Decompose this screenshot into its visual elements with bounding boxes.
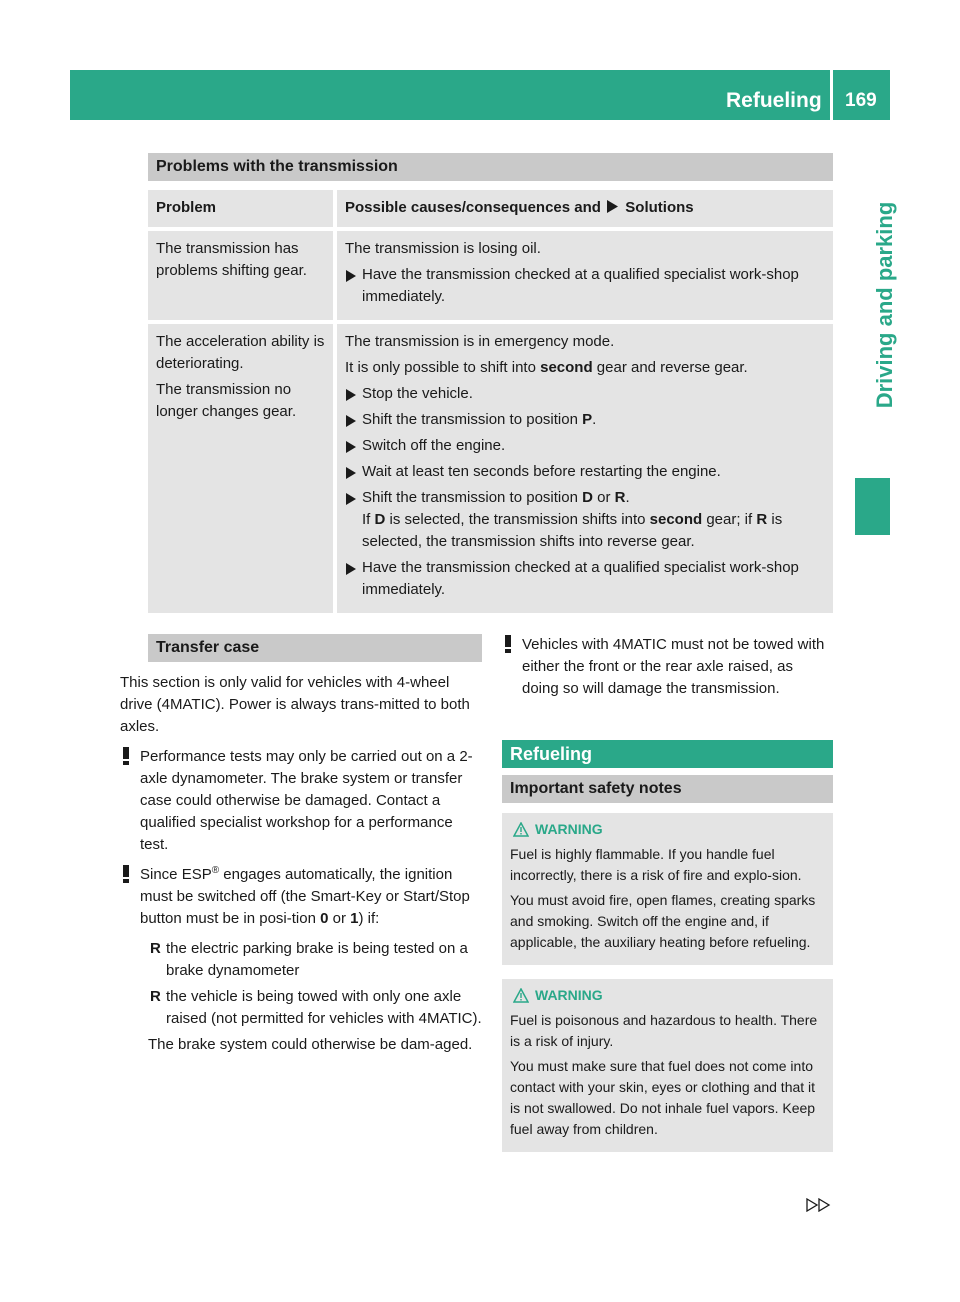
warning-triangle-icon bbox=[513, 988, 529, 1003]
transmission-table bbox=[148, 190, 833, 617]
solution-cell: The transmission is in emergency mode. It is only possible to shift into second gear and reverse gear. Stop the vehicle. Shift the transmission to position P. Switch off the engine. Wait at least ten seconds before restarting the engine. Shift the transmission to position D or R. If D is selected, the transmission shifts into second gear; if R is selected, the transmission shifts into reverse gear. Have the transmission checked at a qualified specialist work-shop immediately. bbox=[337, 324, 833, 613]
chapter-title: Refueling bbox=[726, 89, 822, 112]
problem-cell: The acceleration ability is deteriorating. The transmission no longer changes gear. bbox=[148, 324, 333, 613]
transfer-case-section bbox=[120, 634, 482, 1056]
exclamation-icon bbox=[120, 747, 132, 765]
warning-label: WARNING bbox=[535, 821, 603, 837]
continue-arrows-icon bbox=[806, 1198, 832, 1212]
table-row bbox=[148, 231, 833, 320]
side-tab-label: Driving and parking bbox=[872, 201, 897, 409]
solution-step: Have the transmission checked at a qualified specialist work-shop immediately. bbox=[345, 557, 825, 601]
section-title-transfer-case: Transfer case bbox=[148, 634, 482, 662]
solution-step: Wait at least ten seconds before restarting the engine. bbox=[345, 461, 825, 483]
transfer-case-outro: The brake system could otherwise be dam-aged. bbox=[148, 1036, 473, 1053]
caution-note: Vehicles with 4MATIC must not be towed with either the front or the rear axle raised, as doing so will damage the transmission. bbox=[502, 634, 833, 700]
solution-step: Stop the vehicle. bbox=[345, 383, 825, 405]
warning-box: WARNING Fuel is highly flammable. If you handle fuel incorrectly, there is a risk of fire and explo-sion. You must avoid fire, open flames, creating sparks and smoking. Switch off the engine and, if applicable, the auxiliary heating before refueling. bbox=[502, 813, 833, 965]
solution-cell: The transmission is losing oil. Have the transmission checked at a qualified specialist work-shop immediately. bbox=[337, 231, 833, 320]
list-item: R the electric parking brake is being tested on a brake dynamometer bbox=[150, 940, 468, 979]
section-title-transmission: Problems with the transmission bbox=[148, 153, 833, 181]
refueling-section bbox=[502, 634, 833, 1166]
side-tab bbox=[870, 140, 900, 470]
solution-step: Switch off the engine. bbox=[345, 435, 825, 457]
section-title-refueling: Refueling bbox=[502, 740, 833, 768]
warning-triangle-icon bbox=[513, 822, 529, 837]
header-divider bbox=[830, 70, 833, 120]
exclamation-icon bbox=[120, 865, 132, 883]
warning-label: WARNING bbox=[535, 987, 603, 1003]
column-header-solutions: Possible causes/consequences and Solutions bbox=[337, 190, 833, 227]
solution-arrow-icon bbox=[607, 200, 619, 213]
table-row bbox=[148, 324, 833, 613]
solution-step: Have the transmission checked at a qualified specialist work-shop immediately. bbox=[345, 264, 825, 308]
caution-note: Since ESP® engages automatically, the ignition must be switched off (the Smart-Key or Start/Stop button must be in posi-tion 0 or 1) if: bbox=[120, 864, 482, 930]
page-number: 169 bbox=[845, 90, 877, 111]
problem-cell: The transmission has problems shifting gear. bbox=[148, 231, 333, 320]
bullet-marker: R bbox=[150, 988, 161, 1005]
solution-step: Shift the transmission to position P. bbox=[345, 409, 825, 431]
table-header-row bbox=[148, 190, 833, 227]
column-header-problem: Problem bbox=[148, 190, 333, 227]
caution-note: Performance tests may only be carried out on a 2-axle dynamometer. The brake system or transfer case could otherwise be damaged. Contact a qualified specialist workshop for a performance test. bbox=[120, 746, 482, 856]
list-item: R the vehicle is being towed with only one axle raised (not permitted for vehicles with 4MATIC). bbox=[150, 988, 482, 1027]
side-tab-marker bbox=[855, 478, 890, 535]
bullet-marker: R bbox=[150, 940, 161, 957]
exclamation-icon bbox=[502, 635, 514, 653]
subsection-title-safety: Important safety notes bbox=[502, 775, 833, 803]
transfer-case-intro: This section is only valid for vehicles with 4-wheel drive (4MATIC). Power is always trans-mitted to both axles. bbox=[120, 674, 470, 735]
solution-step: Shift the transmission to position D or R. If D is selected, the transmission shifts into second gear; if R is selected, the transmission shifts into reverse gear. bbox=[345, 487, 825, 553]
warning-box: WARNING Fuel is poisonous and hazardous to health. There is a risk of injury. You must make sure that fuel does not come into contact with your skin, eyes or clothing and that it is not swallowed. Do not inhale fuel vapors. Keep fuel away from children. bbox=[502, 979, 833, 1152]
